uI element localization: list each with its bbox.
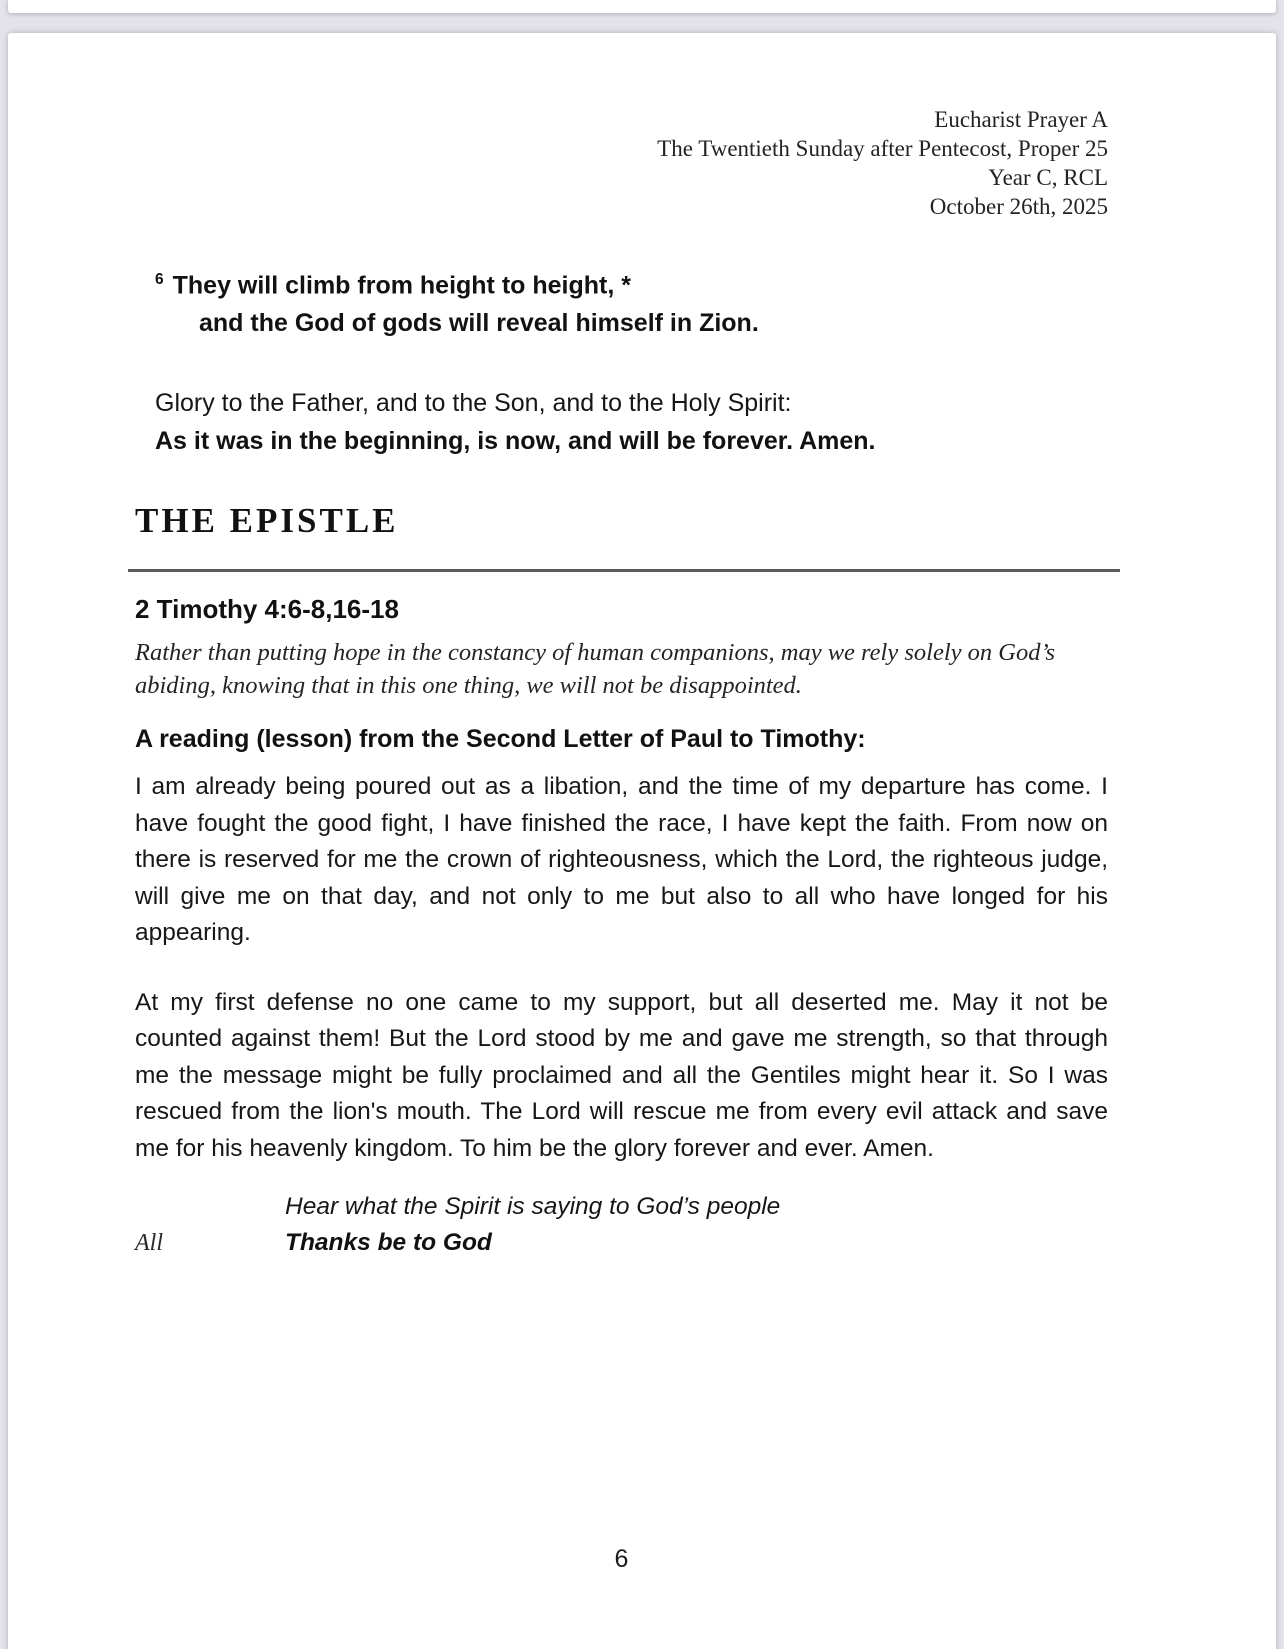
psalm-verse xyxy=(135,261,1108,342)
response-speaker: All xyxy=(135,1230,163,1257)
header-line-date: October 26th, 2025 xyxy=(929,194,1108,219)
reading-paragraph-1: I am already being poured out as a libation, and the time of my departure has come. I have fought the good fight, I have finished the race, I have kept the faith. From now on there is reserved for me the crown of righteousness, which the Lord, the righteous judge, will give me on that day, and not only to me but also to all who have longed for his appearing. xyxy=(135,773,1108,947)
psalm-verse-line1 xyxy=(135,261,1108,304)
reading-paragraph-2: At my first defense no one came to my support, but all deserted me. May it not be counted against them! But the Lord stood by me and gave me strength, so that through me the message might be fully proclaimed and all the Gentiles might hear it. So I was rescued from the lion's mouth. The Lord will rescue me from every evil attack and save me for his heavenly kingdom. To him be the glory forever and ever. Amen. xyxy=(135,988,1108,1162)
response-versicle: Hear what the Spirit is saying to God’s people xyxy=(285,1193,781,1221)
gloria-line1: Glory to the Father, and to the Son, and to the Holy Spirit: xyxy=(155,389,792,418)
document-header xyxy=(135,105,1108,221)
psalm-verse-line2: and the God of gods will reveal himself in Zion. xyxy=(199,309,759,338)
section-rule xyxy=(128,569,1120,572)
verse-number: 6 xyxy=(155,271,164,288)
response-reply: Thanks be to God xyxy=(285,1229,492,1257)
header-line-year: Year C, RCL xyxy=(988,165,1108,190)
header-line-sunday: The Twentieth Sunday after Pentecost, Proper 25 xyxy=(657,136,1108,161)
psalm-verse-text1: They will climb from height to height, * xyxy=(172,271,631,300)
reading-introduction: Rather than putting hope in the constancy of human companions, may we rely solely on God’s abiding, knowing that in this one thing, we will not be disappointed. xyxy=(135,639,1055,700)
page-content xyxy=(8,33,1276,1261)
reading-announcement: A reading (lesson) from the Second Letter of Paul to Timothy: xyxy=(135,725,866,754)
gloria-line2: As it was in the beginning, is now, and will be forever. Amen. xyxy=(155,427,876,456)
header-line-title: Eucharist Prayer A xyxy=(934,107,1108,132)
response-reply-row xyxy=(135,1225,1108,1261)
previous-page-edge xyxy=(8,0,1276,13)
section-title-epistle: THE EPISTLE xyxy=(135,501,399,541)
page-number: 6 xyxy=(614,1545,629,1573)
response-block xyxy=(135,1189,1108,1261)
document-page xyxy=(8,33,1276,1649)
gloria-patri xyxy=(135,384,1108,460)
scripture-citation: 2 Timothy 4:6-8,16-18 xyxy=(135,594,399,625)
